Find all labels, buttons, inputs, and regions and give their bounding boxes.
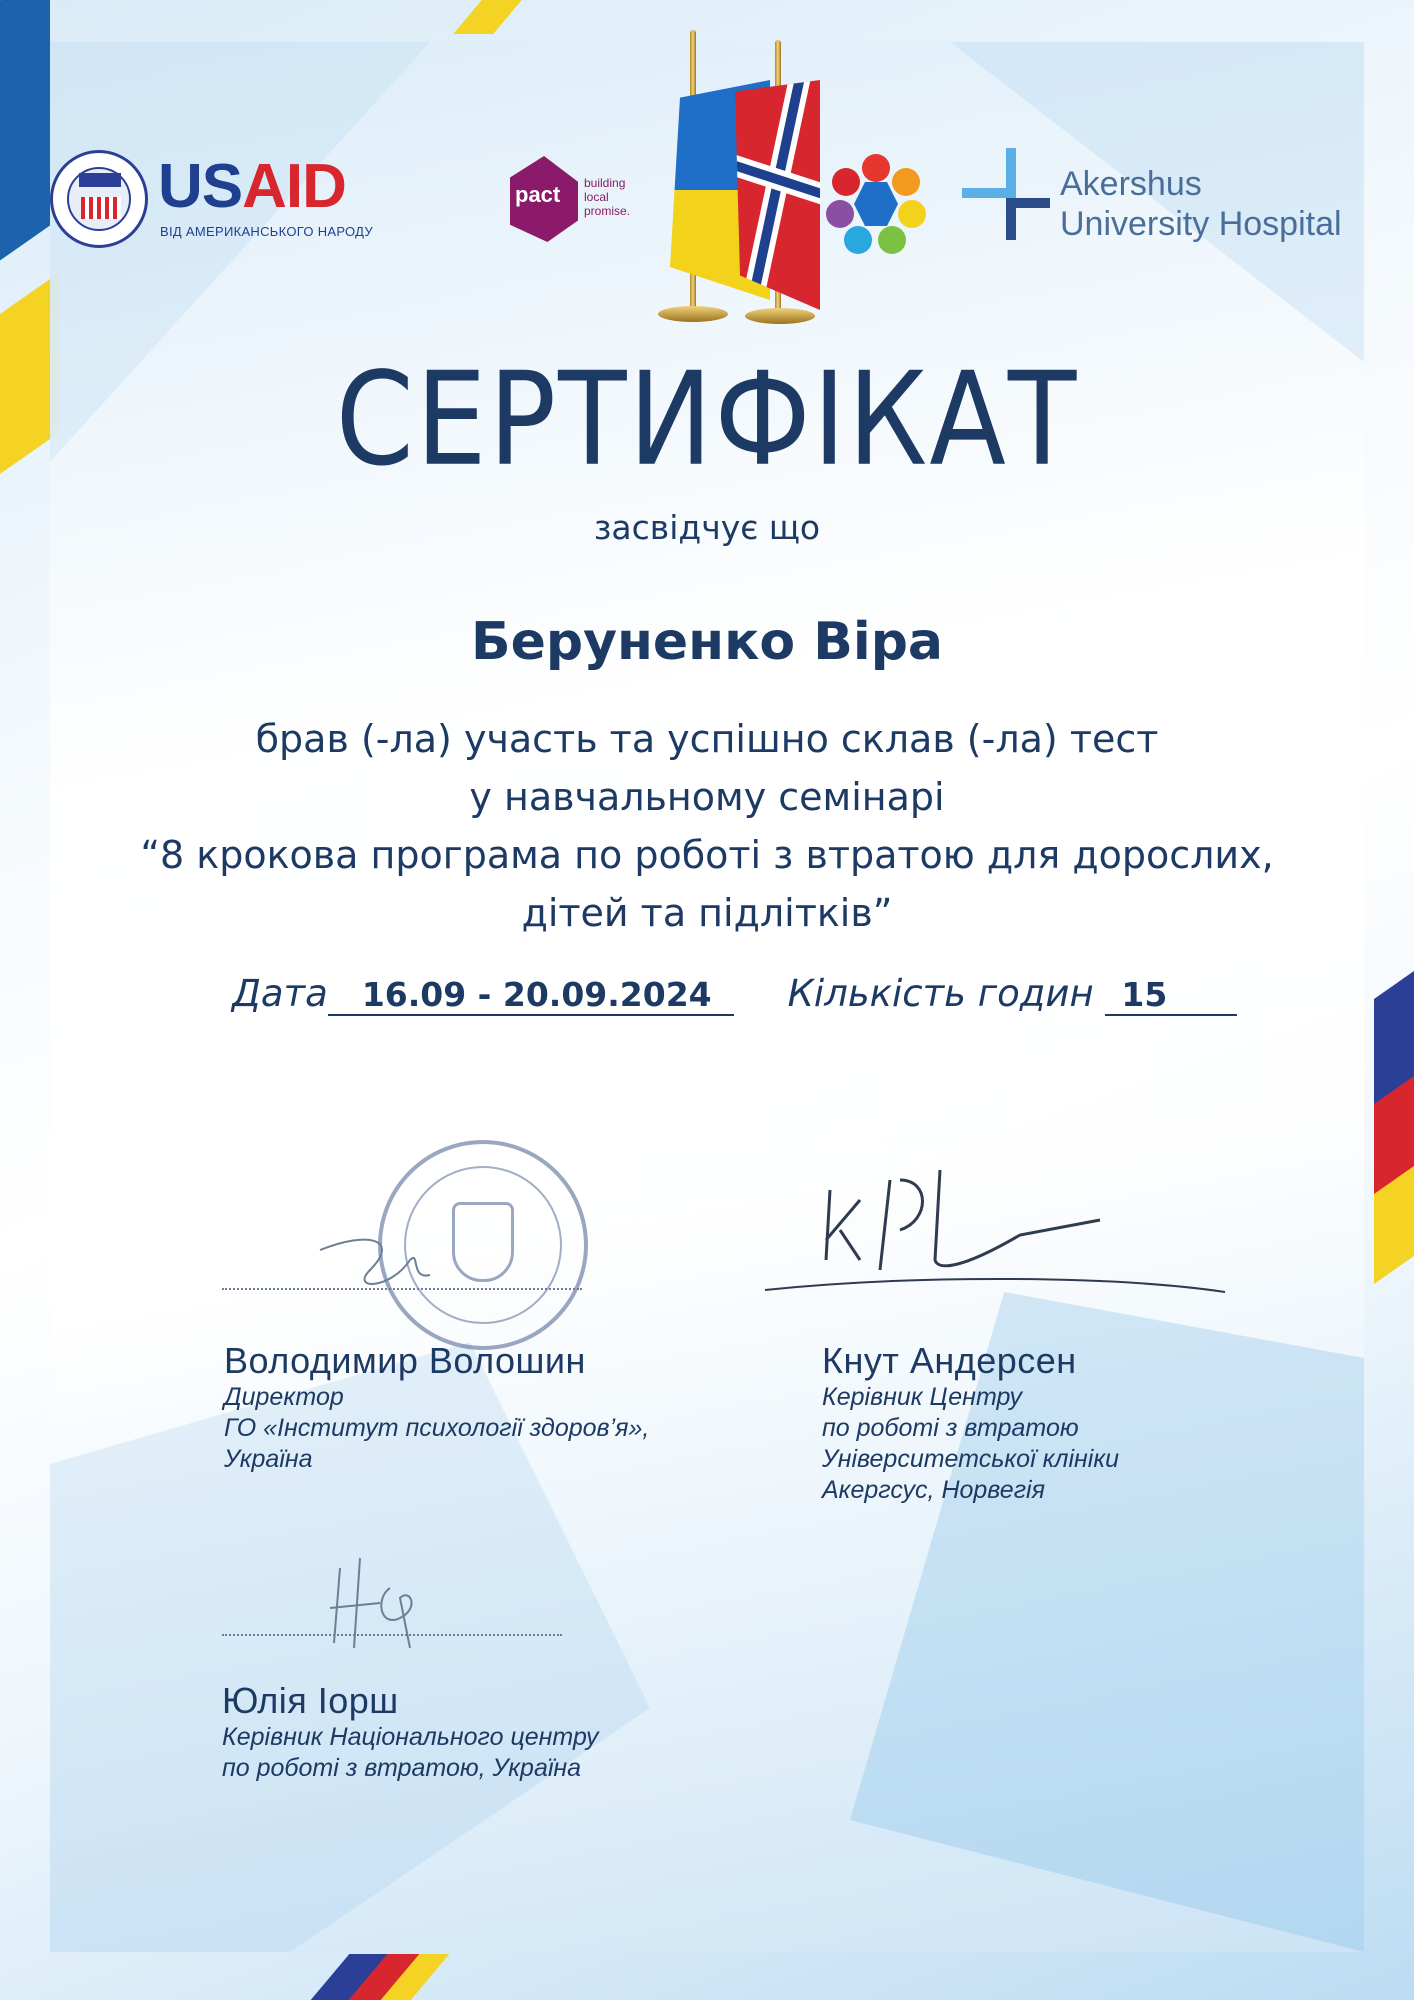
- usaid-seal-icon: [50, 150, 148, 248]
- date-value: 16.09 - 20.09.2024: [328, 975, 734, 1016]
- body-line: “8 крокова програма по роботі з втратою для дорослих,: [140, 833, 1274, 877]
- signature-2-icon: [760, 1160, 1240, 1310]
- signatory-role: по роботі з втратою: [822, 1414, 1079, 1442]
- signatory-role: Університетської клініки: [822, 1445, 1120, 1473]
- signature-1-icon: [310, 1220, 450, 1300]
- hours-value: 15: [1105, 975, 1237, 1016]
- usaid-tagline: ВІД АМЕРИКАНСЬКОГО НАРОДУ: [160, 224, 373, 239]
- akershus-logo: [962, 148, 1362, 248]
- usaid-wordmark: USAID: [158, 152, 346, 221]
- certificate-title: СЕРТИФІКАТ: [335, 345, 1079, 495]
- akershus-wordmark: Akershus University Hospital: [1060, 165, 1342, 243]
- usaid-logo: [50, 150, 380, 250]
- signatory-name: Юлія Іорш: [222, 1680, 399, 1721]
- signatory-1: [224, 1340, 649, 1475]
- signatory-role: Україна: [224, 1445, 313, 1473]
- body-line: у навчальному семінарі: [469, 775, 945, 819]
- hours-label: Кількість годин: [787, 972, 1094, 1015]
- certificate-subtitle: засвідчує що: [593, 508, 821, 547]
- signatory-role: ГО «Інститут психології здоров’я»,: [224, 1414, 650, 1442]
- signatory-role: Директор: [224, 1383, 344, 1411]
- signatory-name: Кнут Андерсен: [822, 1340, 1077, 1381]
- pact-tagline: building local promise.: [584, 176, 631, 218]
- decorative-stripe-yellow-top: [453, 0, 527, 34]
- date-hours-row: [232, 972, 1232, 1016]
- decorative-stripe-blue: [0, 0, 50, 275]
- signatory-3: [222, 1680, 599, 1784]
- certificate-body: [100, 710, 1314, 942]
- flower-logo-icon: [826, 154, 926, 254]
- signature-3-icon: [320, 1548, 440, 1658]
- date-label: Дата: [232, 972, 328, 1015]
- signatory-role: Керівник Центру: [822, 1383, 1023, 1411]
- pact-wordmark: pact: [515, 182, 561, 207]
- signatory-2: [822, 1340, 1119, 1506]
- signatory-role: Акергсус, Норвегія: [822, 1476, 1045, 1504]
- body-line: брав (-ла) участь та успішно склав (-ла) тест: [255, 717, 1159, 761]
- signatory-role: Керівник Національного центру: [222, 1723, 599, 1751]
- recipient-name: Беруненко Віра: [470, 612, 944, 672]
- signatory-role: по роботі з втратою, Україна: [222, 1754, 582, 1782]
- body-line: дітей та підлітків”: [521, 891, 893, 935]
- signatory-name: Володимир Волошин: [224, 1340, 586, 1381]
- pact-logo: [510, 156, 640, 242]
